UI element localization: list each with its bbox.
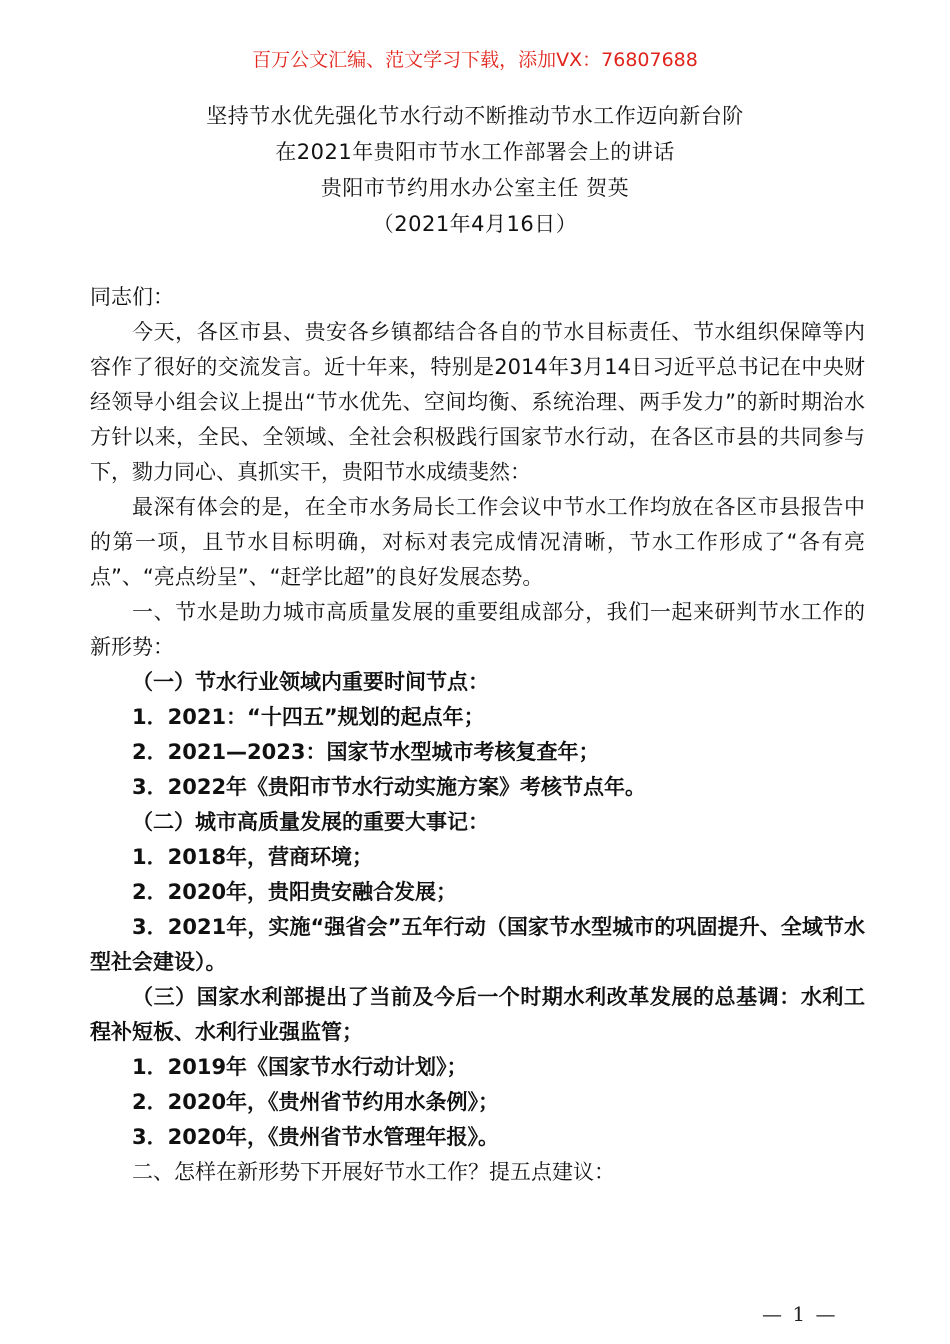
list-item: 3．2022年《贵阳市节水行动实施方案》考核节点年。 [132,775,647,799]
page-number: — 1 — [762,1302,838,1326]
list-item: 1．2018年，营商环境； [132,845,374,869]
document-title-block [0,98,950,242]
list-item: 3．2021年，实施“强省会”五年行动（国家节水型城市的巩固提升、全域节水型社会建设）。 [90,915,865,974]
subsection-three-heading: （三）国家水利部提出了当前及今后一个时期水利改革发展的总基调：水利工程补短板、水利行业强监管； [90,985,865,1044]
section-one-heading: 一、节水是助力城市高质量发展的重要组成部分，我们一起来研判节水工作的新形势： [90,600,865,659]
watermark-banner: 百万公文汇编、范文学习下载，添加VX：76807688 [252,49,698,71]
paragraph-experience: 最深有体会的是，在全市水务局长工作会议中节水工作均放在各区市县报告中的第一项，且节水目标明确，对标对表完成情况清晰，节水工作形成了“各有亮点”、“亮点纷呈”、“赶学比超”的良好发展态势。 [90,495,865,589]
list-item: 2．2021—2023：国家节水型城市考核复查年； [132,740,600,764]
document-date: （2021年4月16日） [372,212,578,236]
subsection-one-heading: （一）节水行业领域内重要时间节点： [132,670,489,694]
list-item: 1．2019年《国家节水行动计划》； [132,1055,468,1079]
list-item: 2．2020年，《贵州省节约用水条例》； [132,1090,500,1114]
paragraph-intro: 今天，各区市县、贵安各乡镇都结合各自的节水目标责任、节水组织保障等内容作了很好的交流发言。近十年来，特别是2014年3月14日习近平总书记在中央财经领导小组会议上提出“节水优先、空间均衡、系统治理、两手发力”的新时期治水方针以来，全民、全领域、全社会积极践行国家节水行动，在各区市县的共同参与下，勠力同心、真抓实干，贵阳节水成绩斐然： [90,320,865,484]
section-two-heading: 二、怎样在新形势下开展好节水工作？提五点建议： [132,1160,615,1184]
document-body [90,280,865,1190]
document-subtitle: 在2021年贵阳市节水工作部署会上的讲话 [275,140,675,164]
speaker-line: 贵阳市节约用水办公室主任 贺英 [320,176,630,200]
list-item: 1．2021：“十四五”规划的起点年； [132,705,485,729]
salutation: 同志们： [90,285,174,309]
document-title: 坚持节水优先强化节水行动不断推动节水工作迈向新台阶 [206,104,744,128]
list-item: 3．2020年，《贵州省节水管理年报》。 [132,1125,500,1149]
list-item: 2．2020年，贵阳贵安融合发展； [132,880,458,904]
subsection-two-heading: （二）城市高质量发展的重要大事记： [132,810,489,834]
